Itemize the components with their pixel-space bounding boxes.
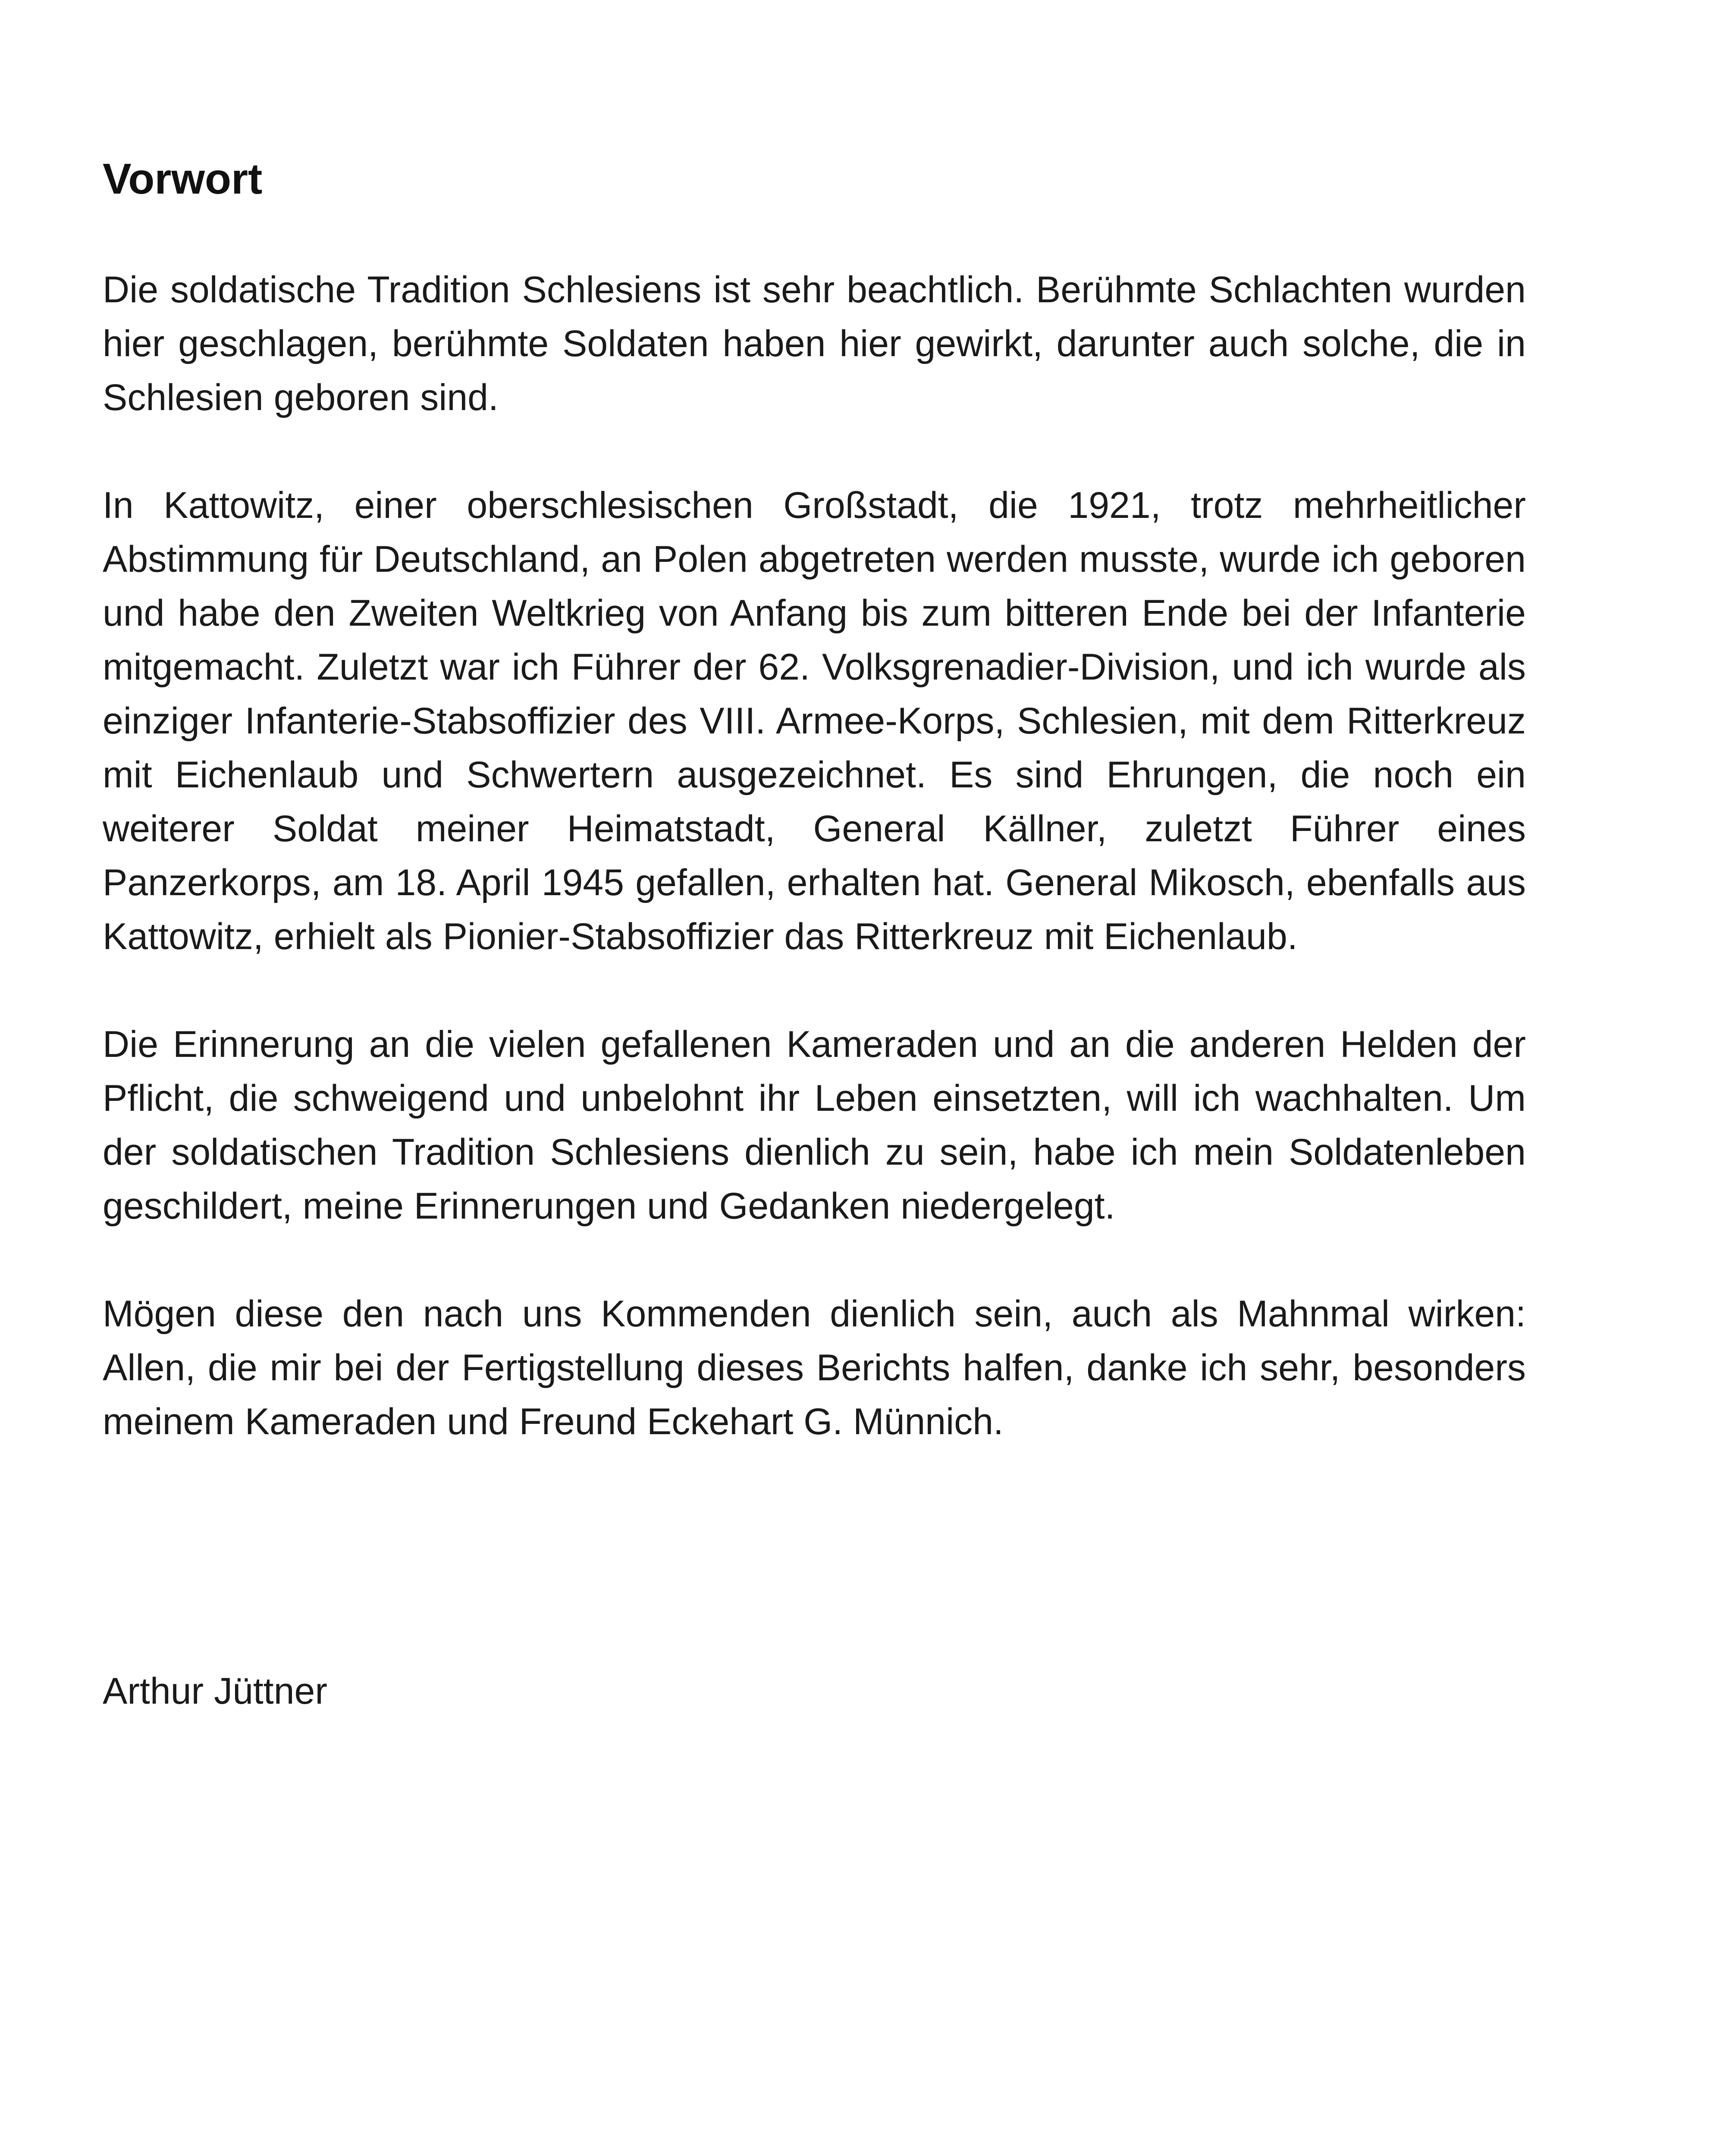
paragraph-3: Die Erinnerung an die vielen gefallenen Kameraden und an die anderen Helden der Pflicht, die schweigend und unbelohnt ihr Leben einsetzten, will ich wachhalten. Um der soldatischen Tradition Schlesiens dienlich zu sein, habe ich mein Soldatenleben geschildert, meine Erinnerungen und Gedanken niedergelegt.: [103, 1024, 1526, 1227]
paragraph-1: Die soldatische Tradition Schlesiens ist sehr beachtlich. Berühmte Schlachten wurden hier geschlagen, berühmte Soldaten haben hier gewirkt, darunter auch solche, die in Schlesien geboren sind.: [103, 269, 1526, 418]
author-signature: Arthur Jüttner: [103, 1670, 327, 1712]
paragraph-4: Mögen diese den nach uns Kommenden dienlich sein, auch als Mahnmal wirken: Allen, die mir bei der Fertigstellung dieses Berichts halfen, danke ich sehr, besonders meinem Kameraden und Freund Eckehart G. Münnich.: [103, 1293, 1526, 1442]
paragraph-2: In Kattowitz, einer oberschlesischen Großstadt, die 1921, trotz mehrheitlicher Abstimmung für Deutschland, an Polen abgetreten werden musste, wurde ich geboren und habe den Zweiten Weltkrieg von Anfang bis zum bitteren Ende bei der Infanterie mitgemacht. Zuletzt war ich Führer der 62. Volksgrenadier-Division, und ich wurde als einziger Infanterie-Stabsoffizier des VIII. Armee-Korps, Schlesien, mit dem Ritterkreuz mit Eichenlaub und Schwertern ausgezeichnet. Es sind Ehrungen, die noch ein weiterer Soldat meiner Heimatstadt, General Källner, zuletzt Führer eines Panzerkorps, am 18. April 1945 gefallen, erhalten hat. General Mikosch, ebenfalls aus Kattowitz, erhielt als Pionier-Stabsoffizier das Ritterkreuz mit Eichenlaub.: [103, 485, 1526, 957]
document-body: [103, 153, 1526, 1718]
page-title: Vorwort: [103, 155, 263, 203]
